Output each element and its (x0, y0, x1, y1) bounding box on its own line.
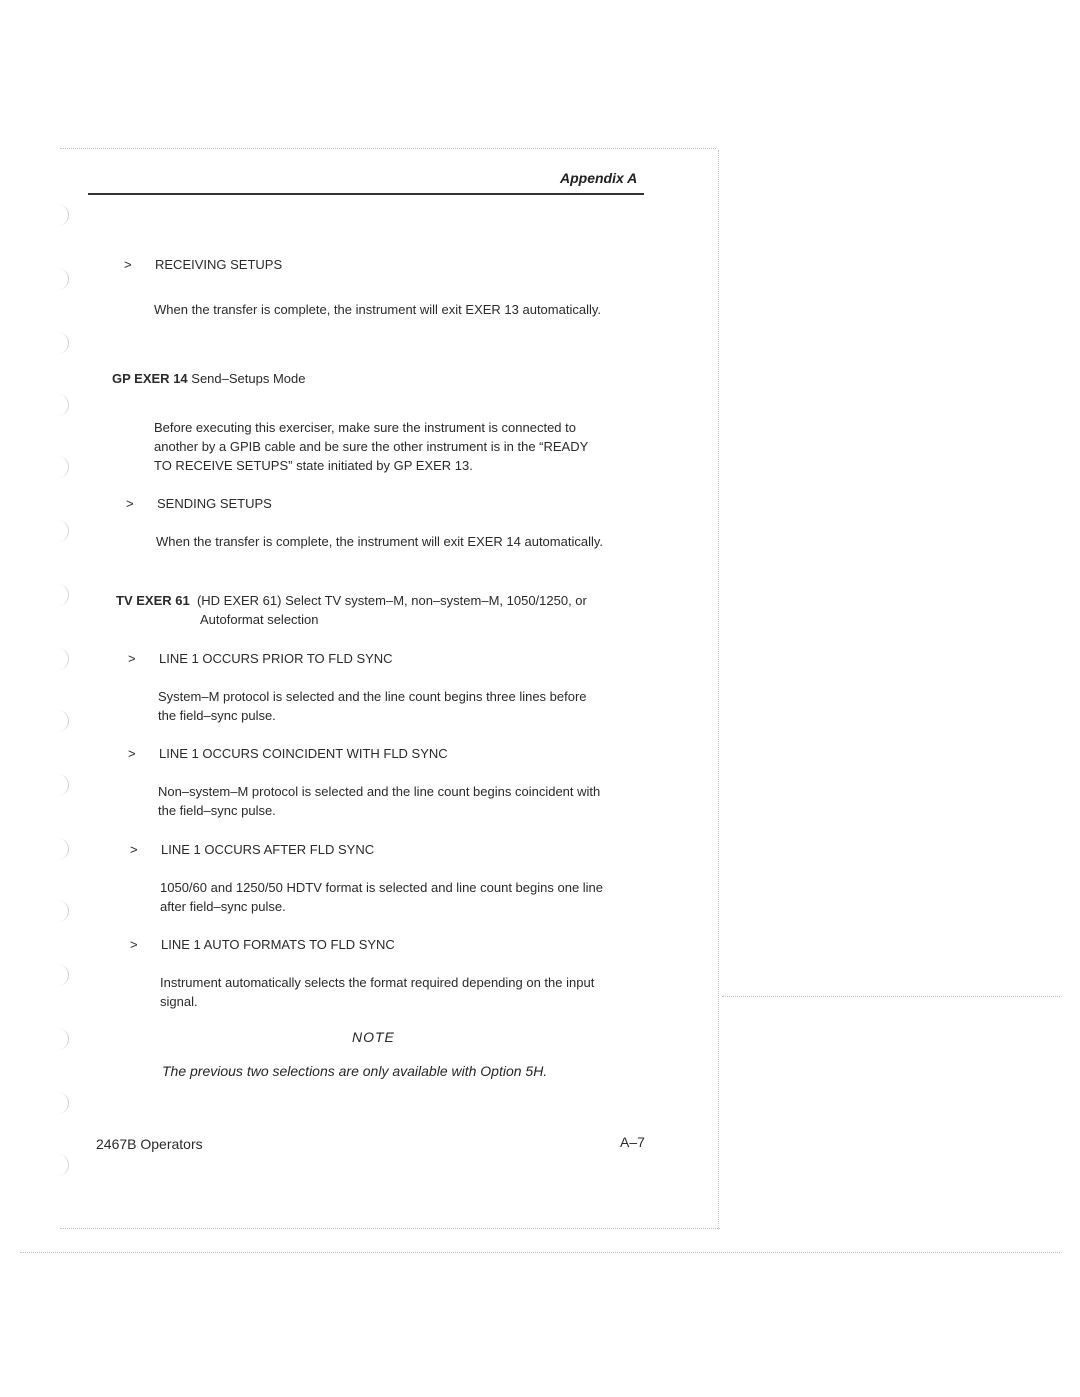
receiving-setups-item (124, 255, 282, 274)
scan-edge-top (60, 148, 716, 149)
option-coincident-item (128, 744, 448, 763)
receiving-setups-label: RECEIVING SETUPS (155, 257, 283, 272)
sending-setups-item (126, 494, 272, 513)
gp-exer-14-para-line: another by a GPIB cable and be sure the other instrument is in the “READY (154, 439, 589, 454)
binder-mark (56, 900, 69, 922)
binder-mark (56, 584, 69, 606)
prompt-glyph: > (128, 746, 136, 761)
option-label: LINE 1 OCCURS AFTER FLD SYNC (161, 842, 375, 857)
binder-mark (56, 456, 69, 478)
option-auto-item (130, 935, 395, 954)
gp-exer-14-para-line: Before executing this exerciser, make sure the instrument is connected to (154, 420, 576, 435)
binder-mark (56, 774, 69, 796)
binder-mark (56, 394, 69, 416)
exer-title: Send–Setups Mode (191, 371, 306, 386)
tv-exer-61-heading (116, 591, 587, 610)
sending-setups-desc: When the transfer is complete, the instrument will exit EXER 14 automatically. (156, 534, 604, 549)
option-desc-line: after field–sync pulse. (160, 899, 286, 914)
binder-mark (56, 204, 69, 226)
option-label: LINE 1 OCCURS PRIOR TO FLD SYNC (159, 651, 393, 666)
scan-edge-right (718, 150, 719, 1230)
binder-mark (56, 1028, 69, 1050)
exer-title-line: (HD EXER 61) Select TV system–M, non–system–M, 1050/1250, or (196, 593, 587, 608)
exer-code: GP EXER (112, 371, 170, 386)
note-body: The previous two selections are only available with Option 5H. (162, 1063, 548, 1079)
option-desc-line: Instrument automatically selects the format required depending on the input (160, 975, 595, 990)
gp-exer-14-para-line: TO RECEIVE SETUPS” state initiated by GP EXER 13. (154, 458, 473, 473)
scan-edge-lower (20, 1252, 1060, 1253)
option-after-item (130, 840, 374, 859)
option-desc-line: the field–sync pulse. (158, 803, 276, 818)
option-desc-line: Non–system–M protocol is selected and the line count begins coincident with (158, 784, 601, 799)
gp-exer-14-heading (112, 369, 305, 388)
prompt-glyph: > (126, 496, 134, 511)
sending-setups-label: SENDING SETUPS (157, 496, 272, 511)
binder-mark (56, 838, 69, 860)
scan-edge-bottom (60, 1228, 720, 1229)
footer-manual-name: 2467B Operators (96, 1136, 203, 1152)
binder-mark (56, 520, 69, 542)
header-rule (88, 193, 644, 195)
prompt-glyph: > (130, 937, 138, 952)
option-desc-line: 1050/60 and 1250/50 HDTV format is selected and line count begins one line (160, 880, 604, 895)
binder-mark (56, 710, 69, 732)
page-header: Appendix A (560, 170, 638, 186)
prompt-glyph: > (128, 651, 136, 666)
page-number: A–7 (620, 1134, 645, 1150)
binder-mark (56, 268, 69, 290)
prompt-glyph: > (130, 842, 138, 857)
receiving-setups-desc: When the transfer is complete, the instrument will exit EXER 13 automatically. (154, 302, 602, 317)
exer-code: TV EXER 61 (116, 593, 190, 608)
note-title: NOTE (352, 1029, 395, 1045)
option-desc-line: the field–sync pulse. (158, 708, 276, 723)
scan-edge-mid (722, 996, 1060, 997)
prompt-glyph: > (124, 257, 132, 272)
tv-exer-61-heading-line2: Autoformat selection (200, 612, 319, 627)
binder-mark (56, 1154, 69, 1176)
option-prior-item (128, 649, 393, 668)
option-desc-line: signal. (160, 994, 198, 1009)
binder-mark (56, 332, 69, 354)
binder-mark (56, 1092, 69, 1114)
option-desc-line: System–M protocol is selected and the line count begins three lines before (158, 689, 587, 704)
binder-mark (56, 648, 69, 670)
option-label: LINE 1 OCCURS COINCIDENT WITH FLD SYNC (159, 746, 448, 761)
exer-number: 14 (173, 371, 188, 386)
option-label: LINE 1 AUTO FORMATS TO FLD SYNC (161, 937, 395, 952)
binder-mark (56, 964, 69, 986)
